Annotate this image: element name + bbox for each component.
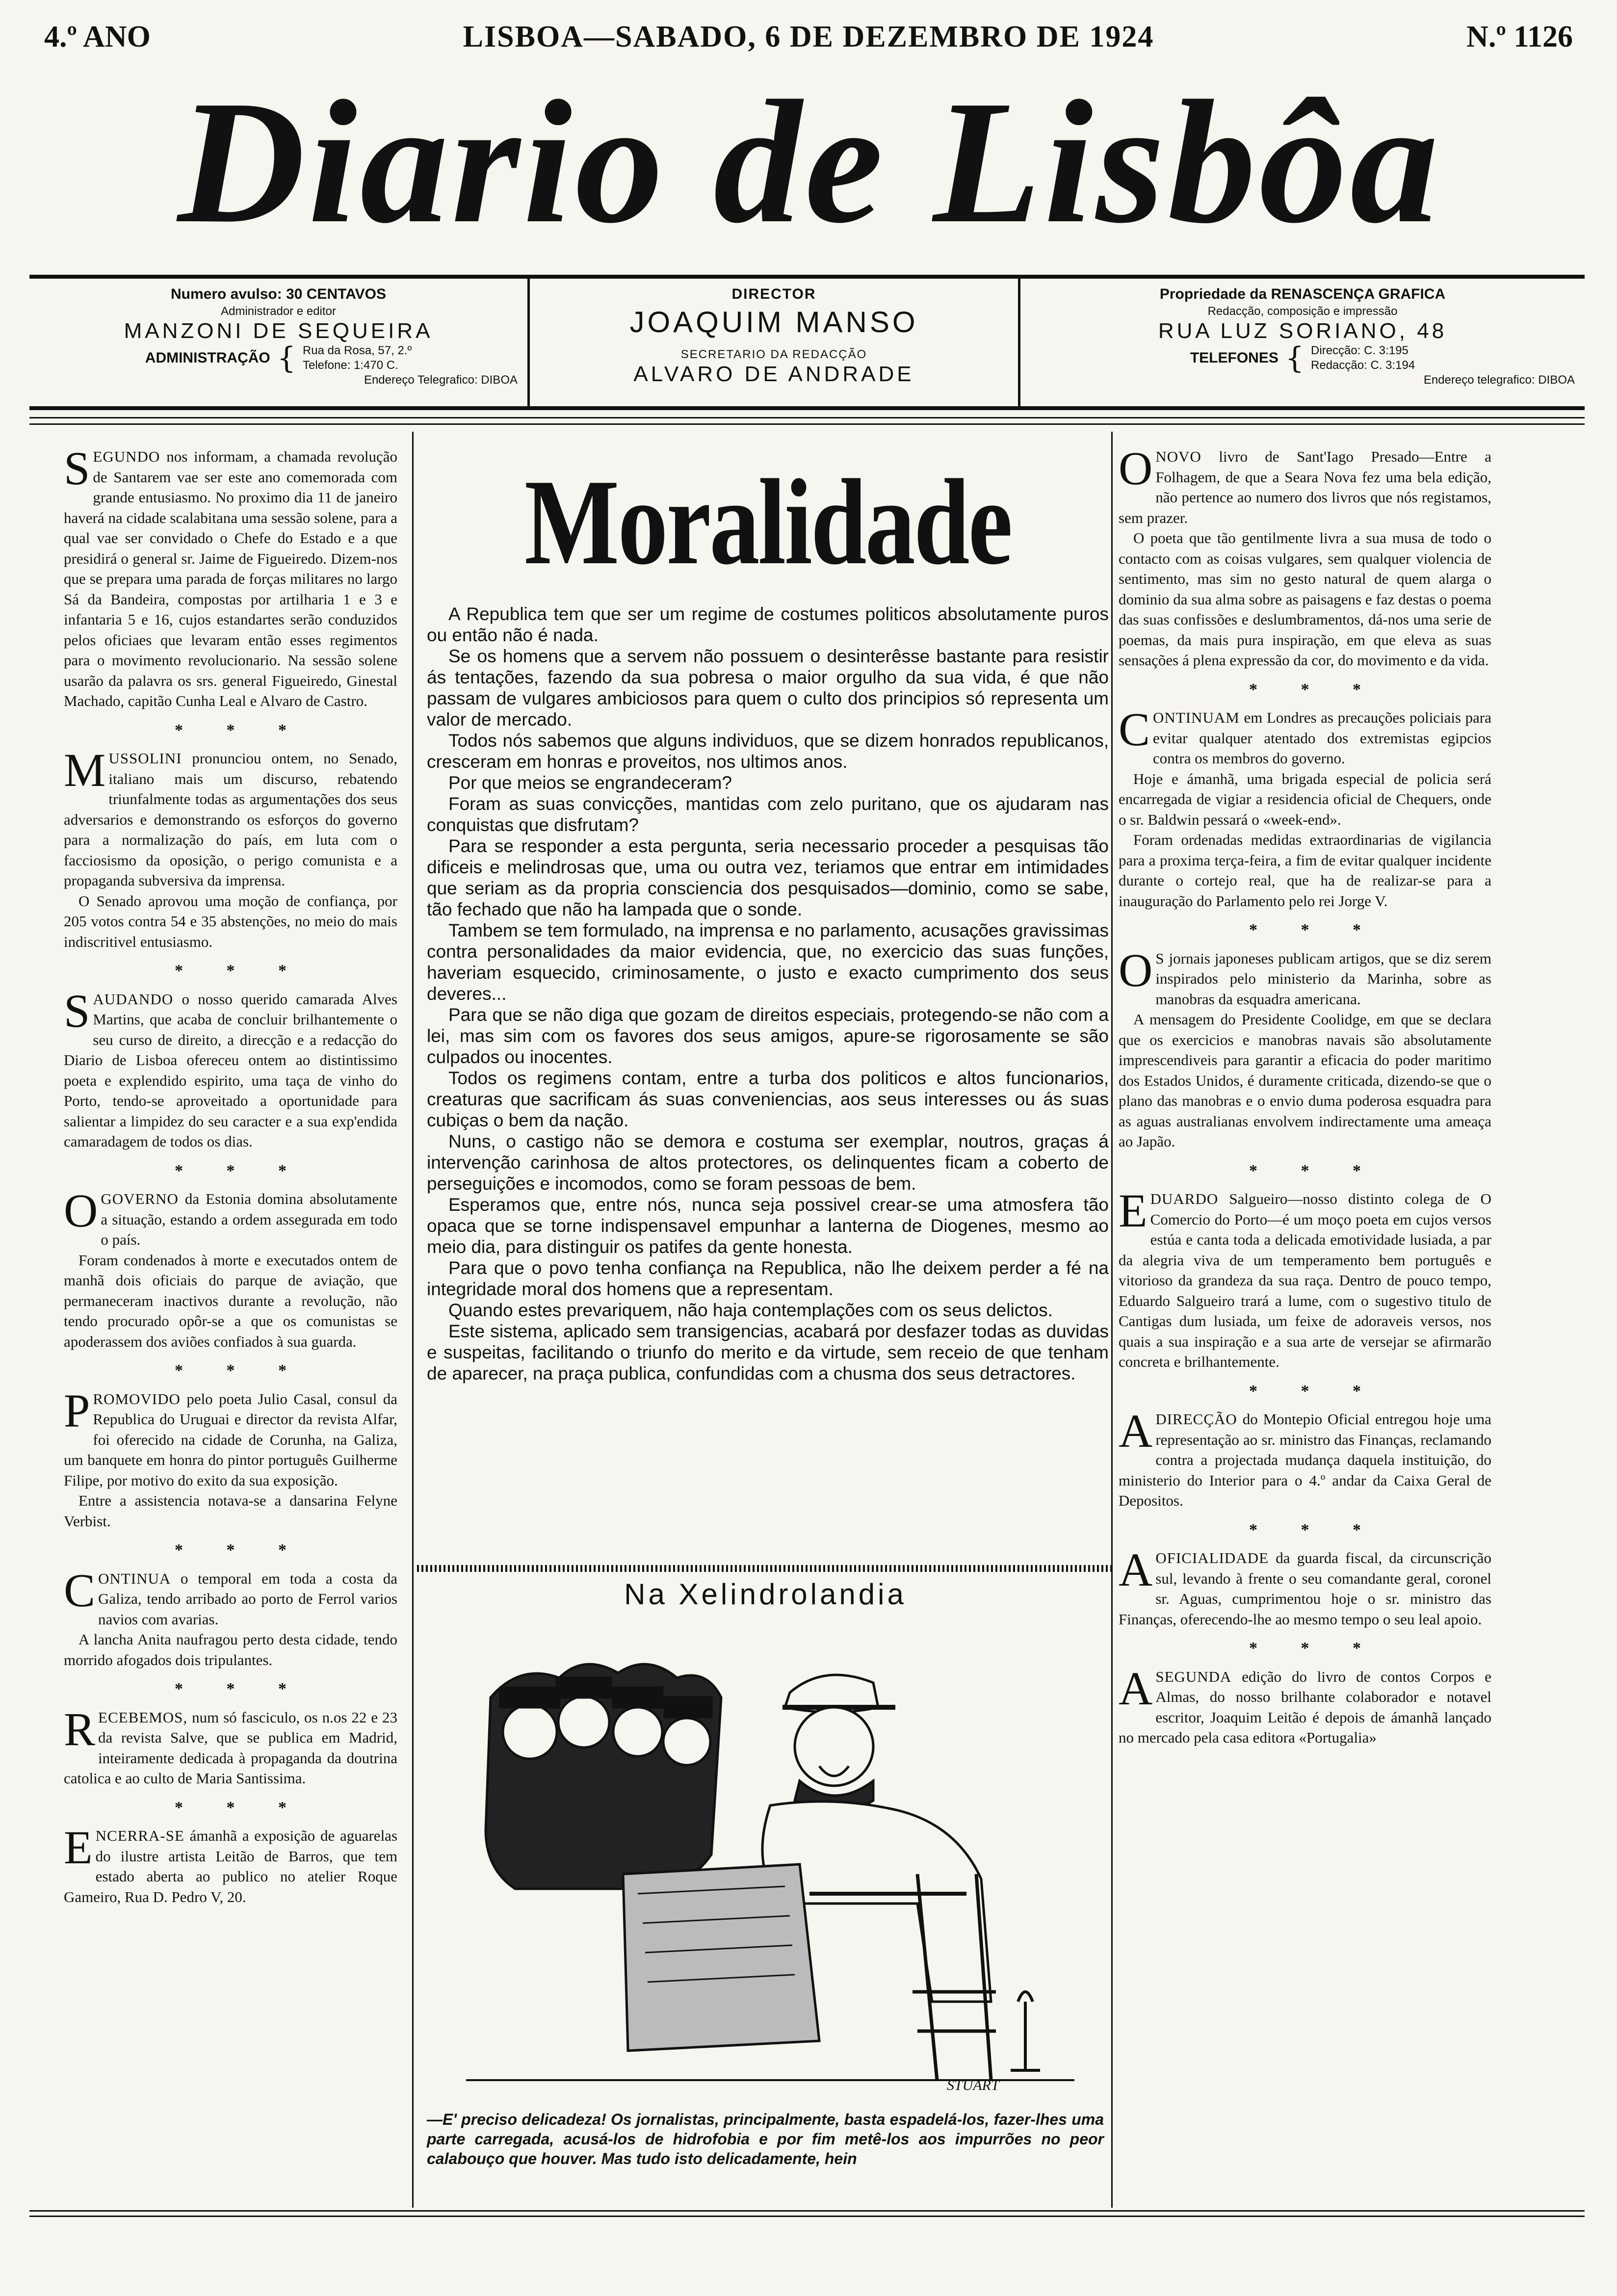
lead-word: NCERRA-SE <box>95 1827 184 1844</box>
news-brief <box>64 984 397 1152</box>
lead-word: GOVERNO <box>101 1190 179 1207</box>
separator-stars: * * * <box>1249 1520 1381 1539</box>
admin-address-row: ADMINISTRAÇÃO { Rua da Rosa, 57, 2.º Telefone: 1:470 C. <box>145 341 412 375</box>
bottom-rule <box>29 2210 1585 2217</box>
street-address: RUA LUZ SORIANO, 48 <box>1158 319 1447 343</box>
director-label: DIRECTOR <box>731 286 816 302</box>
separator-stars: * * * <box>1249 921 1381 939</box>
phones-row: TELEFONES { Direcção: C. 3:195 Redacção: C. 3:194 <box>1190 341 1415 375</box>
price-value: 30 CENTAVOS <box>286 286 386 302</box>
separator-stars: * * * <box>1249 680 1381 699</box>
brief-text: num só fasciculo, os n.os 22 e 23 da revista Salve, que se publica em Madrid, inteiramente dedicada à propaganda da doutrina catolica e ao culto de Maria Santissima. <box>64 1708 397 1787</box>
separator-stars: * * * <box>175 1680 306 1698</box>
news-brief <box>1119 1543 1491 1629</box>
column-rule-left <box>412 432 414 2208</box>
separator-stars: * * * <box>175 721 306 739</box>
article-paragraph: Tambem se tem formulado, na imprensa e no parlamento, acusações gravissimas contra personalidades da maior evidencia, que, no exercicio das suas funções, haveriam esquecido, criminosamente, o justo e exacto cumprimento dos seus deveres... <box>427 920 1109 1004</box>
secretary-name: ALVARO DE ANDRADE <box>633 362 914 386</box>
drop-cap: M <box>64 744 106 796</box>
drop-cap: A <box>1119 1662 1153 1715</box>
phone-direction: Direcção: C. 3:195 <box>1311 344 1408 357</box>
brief-text: Hoje e ámanhã, uma brigada especial de policia será encarregada de vigiar a residencia oficial de Chequers, onde o sr. Baldwin pessará o «week-end». <box>1119 770 1491 828</box>
article-paragraph: A Republica tem que ser um regime de costumes politicos absolutamente puros ou então não é nada. <box>427 604 1109 645</box>
admin-label: ADMINISTRAÇÃO <box>145 350 270 366</box>
issue-number: N.º 1126 <box>1466 20 1573 53</box>
article-paragraph: Nuns, o castigo não se demora e costuma ser exemplar, noutros, graças á intervenção carinhosa de altos protectores, os delinquentes ficam a coberto de perseguições e incomodos, como se foram pessoas de bem. <box>427 1131 1109 1194</box>
article-paragraph: Quando estes prevariquem, não haja contemplações com os seus delictos. <box>448 1300 1053 1320</box>
column-rule-right <box>1111 432 1113 2208</box>
news-brief <box>64 1384 397 1532</box>
lead-word: EGUNDO <box>93 448 160 465</box>
left-column <box>64 442 398 1911</box>
drop-cap: R <box>64 1702 96 1755</box>
right-column <box>1119 442 1492 1752</box>
separator-stars: * * * <box>175 1541 306 1559</box>
dateline: LISBOA—SABADO, 6 DE DEZEMBRO DE 1924 <box>463 20 1154 53</box>
brief-text: livro de Sant'Iago Presado—Entre a Folhagem, de que a Seara Nova fez uma bela edição, não pertence ao numero dos livros que nós registamos, sem prazer. <box>1119 448 1491 526</box>
separator-stars: * * * <box>175 1361 306 1380</box>
owner-sub: Redacção, composição e impressão <box>1207 305 1398 318</box>
info-right <box>1020 279 1585 406</box>
brief-text: O Senado aprovou uma moção de confiança, por 205 votos contra 54 e 35 abstenções, no meio do mais indiscritivel entusiasmo. <box>64 892 397 950</box>
owner-line: Propriedade da RENASCENÇA GRAFICA <box>1159 286 1446 302</box>
article-headline: Moralidade <box>524 454 1012 590</box>
admin-role: Administrador e editor <box>221 305 336 318</box>
price-label: Numero avulso: <box>171 286 282 302</box>
main-article <box>427 451 1109 1384</box>
brief-text: jornais japoneses publicam artigos, que se diz serem inspirados pelo ministerio da Marinha, sobre as manobras da esquadra americana. <box>1155 949 1492 1008</box>
drop-cap: A <box>1119 1543 1153 1596</box>
brief-text: da guarda fiscal, da circunscrição sul, levando à frente o seu comandante geral, coronel sr. Aguas, cumprimentou hoje o sr. ministro das Finanças, oferecendo-lhe ao mesmo tempo o seu leal apoio. <box>1119 1549 1491 1628</box>
drop-cap: O <box>1119 442 1153 495</box>
masthead-rule <box>29 417 1585 425</box>
info-center <box>530 279 1020 406</box>
lead-word: AUDANDO <box>93 990 174 1008</box>
article-paragraph: Para que se não diga que gozam de direitos especiais, protegendo-se não com a lei, mas sim com os favores dos seus amigos, apure-se rigorosamente se são culpados ou inocentes. <box>427 1005 1109 1067</box>
news-brief <box>1119 1184 1491 1372</box>
brief-text: ámanhã a exposição de aguarelas do ilustre artista Leitão de Barros, que tem estado aberta ao publico no atelier Roque Gameiro, Rua D. Pedro V, 20. <box>64 1827 398 1905</box>
phone-redaction: Redacção: C. 3:194 <box>1311 359 1415 372</box>
news-brief <box>64 1564 397 1670</box>
admin-telegraph: Endereço Telegrafico: DIBOA <box>364 373 518 387</box>
brief-text: da Estonia domina absolutamente a situação, estando a ordem assegurada em todo o país. <box>101 1190 398 1248</box>
drop-cap: S <box>64 984 90 1037</box>
price-line <box>39 285 518 304</box>
lead-word: OFICIALIDADE <box>1155 1549 1269 1566</box>
separator-stars: * * * <box>175 1798 306 1817</box>
news-brief <box>64 1821 398 1907</box>
admin-name: MANZONI DE SEQUEIRA <box>124 319 433 343</box>
news-brief <box>64 744 397 952</box>
cartoon-signature: STUART <box>947 2077 999 2093</box>
cartoon-rule <box>417 1565 1114 1572</box>
drop-cap: C <box>64 1564 96 1617</box>
drop-cap: A <box>1119 1405 1153 1457</box>
lead-word: NOVO <box>1155 448 1201 465</box>
article-paragraph: Este sistema, aplicado sem transigencias, acabará por desfazer todas as duvidas e suspeitas, facilitando o triunfo do merito e da virtude, sem receio de que tenham de aparecer, na praça publica, confundidas com a chusma dos seus detractores. <box>427 1321 1109 1383</box>
brief-text: o temporal em toda a costa da Galiza, tendo arribado ao porto de Ferrol varios navios com avarias. <box>98 1569 397 1628</box>
article-paragraph: Por que meios se engrandeceram? <box>448 773 732 793</box>
cartoon-title: Na Xelindrolandia <box>624 1578 907 1611</box>
phones-label: TELEFONES <box>1190 350 1278 366</box>
lead-word: ROMOVIDO <box>93 1390 181 1408</box>
separator-stars: * * * <box>1249 1382 1381 1400</box>
news-brief <box>64 1702 397 1789</box>
lead-word: ONTINUA <box>98 1569 171 1587</box>
brief-text: A lancha Anita naufragou perto desta cidade, tendo morrido afogados dois tripulantes. <box>64 1631 397 1669</box>
secretary-label: SECRETARIO DA REDACÇÃO <box>680 348 867 361</box>
brief-text: do Montepio Oficial entregou hoje uma representação ao sr. ministro das Finanças, reclamando contra a projectada mudança daquela instituição, do ministerio do Interior para o 4.º andar da Caixa Geral de Depositos. <box>1119 1410 1491 1509</box>
article-paragraph: Todos os regimens contam, entre a turba dos politicos e altos funcionarios, creaturas que sacrificam ás suas conveniencias, aos seus interesses ou ás suas cubiças o bem da nação. <box>427 1068 1109 1130</box>
brief-text: Salgueiro—nosso distinto colega de O Comercio do Porto—é um moço poeta em cujos versos estúa e canta toda a delicada emotividade lusiada, a par da alegria viva de um temperamento bem português e vitorioso da grandeza da sua raça. Dentro de pouco tempo, Eduardo Salgueiro trará a lume, com o sugestivo titulo de Cantigas dum lusiada, um feixe de adoraveis versos, nos quais a sua inspiração e a sua arte de versejar se afirmarão concreta e brilhantemente. <box>1119 1190 1491 1370</box>
news-brief <box>1119 1405 1491 1511</box>
brief-text: Foram ordenadas medidas extraordinarias de vigilancia para a proxima terça-feira, a fim de evitar qualquer incidente durante o cortejo real, que ha de realizar-se para a inauguração do Parlamento pelo rei Jorge V. <box>1119 831 1491 910</box>
brief-text: Entre a assistencia notava-se a dansarina Felyne Verbist. <box>64 1492 397 1530</box>
article-paragraph: Para se responder a esta pergunta, seria necessario proceder a pesquisas tão dificeis e melindrosas que, uma ou outra vez, teriamos que entrar em intimidades que seriam as da propria consciencia dos pesquisados—dominio, como se sabe, tão fechado que não ha lampada que o sonde. <box>427 836 1109 919</box>
lead-word: S <box>1155 949 1165 967</box>
drop-cap: E <box>64 1821 93 1874</box>
news-brief <box>64 1184 398 1352</box>
lead-word: SEGUNDA <box>1155 1668 1232 1685</box>
brief-text: o nosso querido camarada Alves Martins, que acaba de concluir brilhantemente o seu curso de direito, a direcção e a redacção do Diario de Lisboa ofereceu ontem ao distintissimo poeta e explendido espirito, uma taça de vinho do Porto, tendo-se aproveitado a oportunidade para salientar a limpidez do seu caracter e a sua exp'endida camaradagem de todos os dias. <box>64 990 397 1150</box>
drop-cap: O <box>64 1184 98 1237</box>
drop-cap: E <box>1119 1184 1148 1237</box>
cartoon-illustration <box>427 1619 1104 2100</box>
article-paragraph: Foram as suas convicções, mantidas com zelo puritano, que os ajudaram nas conquistas que disfrutam? <box>427 794 1109 835</box>
admin-address: Rua da Rosa, 57, 2.º <box>302 344 412 357</box>
lead-word: DUARDO <box>1150 1190 1219 1207</box>
brief-text: O poeta que tão gentilmente livra a sua musa de todo o contacto com as coisas vulgares, sem qualquer violencia de sentimento, mas sim no gesto natural de quem alarga o dominio da sua alma sobre as paisagens e faz destas o poema das suas confissões e deslumbramentos, dá-nos uma serie de poemas, da mais pura inspiração, em que eleva as suas sensações á plena expressão da cor, do movimento e da vida. <box>1119 529 1491 669</box>
brief-text: em Londres as precauções policiais para evitar qualquer atentado dos extremistas egipcios contra os membros do governo. <box>1153 709 1492 767</box>
article-paragraph: Se os homens que a servem não possuem o desinterêsse bastante para resistir ás tentações, fazendo da sua pobresa o maior orgulho da sua vida, é que não passam de vulgares ambiciosos para quem o culto dos principios só representa um valor de mercado. <box>427 646 1109 730</box>
separator-stars: * * * <box>175 962 306 980</box>
brief-text: A mensagem do Presidente Coolidge, em que se declara que os exercicios e manobras navais são absolutamente imprescendiveis para garantir a eficacia do poder maritimo dos Estados Unidos, é duramente criticada, dizendo-se que o plano das manobras e o envio duma poderosa esquadra para as aguas australianas envolvem indirectamente uma ameaça ao Japão. <box>1119 1011 1491 1150</box>
news-brief <box>1119 442 1491 671</box>
admin-phone: Telefone: 1:470 C. <box>302 359 398 372</box>
article-body <box>427 603 1109 1384</box>
separator-stars: * * * <box>175 1161 306 1180</box>
cartoon-caption: —E' preciso delicadeza! Os jornalistas, principalmente, basta espadelá-los, fazer-lhes uma parte carregada, acusá-los de hidrofobia e por fim metê-los aos impurrões no peor calabouço que houver. Mas tudo isto delicadamente, hein <box>427 2111 1104 2167</box>
drop-cap: S <box>64 442 90 495</box>
drop-cap: C <box>1119 703 1150 756</box>
brief-text: nos informam, a chamada revolução de Santarem vae ser este ano comemorada com grande entusiasmo. No proximo dia 11 de janeiro haverá na cidade scalabitana uma sessão solene, para a qual vae ser convidado o Chefe do Estado e a que presidirá o general sr. Jaime de Figueiredo. Dizem-nos que se prepara uma parada de forças militares no largo Sá da Bandeira, compostas por artilharia 1 e 3 e infantaria 5 e 16, cujos estandartes serão conduzidos pelos oficiaes que levaram então esses regimentos para o movimento revolucionario. Na sessão solene usarão da palavra os srs. general Figueiredo, Ginestal Machado, capitão Cunha Leal e Alvaro de Castro. <box>64 448 398 709</box>
news-brief <box>1119 703 1492 911</box>
news-brief <box>64 442 398 711</box>
info-band <box>29 275 1585 410</box>
article-paragraph: Esperamos que, entre nós, nunca seja possivel crear-se uma atmosfera tão opaca que se torne indispensavel empunhar a lanterna de Diogenes, mesmo ao meio dia, para distinguir os patifes da gente honesta. <box>427 1195 1109 1257</box>
news-brief <box>1119 1662 1491 1748</box>
right-telegraph: Endereço telegrafico: DIBOA <box>1423 373 1575 387</box>
brief-text: Foram condenados à morte e executados ontem de manhã dois oficiais do parque de aviação, que permaneceram inactivos durante a revolução, não tendo procurado opôr-se a que os comunistas se apoderassem dos aviões confiados à sua guarda. <box>64 1251 397 1350</box>
article-paragraph: Para que o povo tenha confiança na Republica, não lhe deixem perder a fé na integridade moral dos homens que a representam. <box>427 1258 1109 1299</box>
drop-cap: P <box>64 1384 90 1437</box>
brief-text: edição do livro de contos Corpos e Almas, do nosso brilhante colaborador e notavel escritor, Joaquim Leitão é depois de ámanhã lançado no mercado pela casa editora «Portugalia» <box>1119 1668 1491 1746</box>
masthead-title: Diario de Lisbôa <box>178 64 1441 260</box>
news-brief <box>1119 943 1492 1152</box>
director-name: JOAQUIM MANSO <box>629 306 918 339</box>
top-line <box>44 20 1573 64</box>
separator-stars: * * * <box>1249 1161 1381 1180</box>
drop-cap: O <box>1119 943 1153 996</box>
brief-text: pronunciou ontem, no Senado, italiano mais um discurso, rebatendo triunfalmente todas as argumentações dos seus adversarios e demonstrando os esforços do governo para a normalização do país, em luta com o facciosismo da oposição, o perigo comunista e a propaganda subversiva da imprensa. <box>64 750 397 889</box>
lead-word: ONTINUAM <box>1153 709 1240 726</box>
separator-stars: * * * <box>1249 1639 1381 1657</box>
lead-word: ECEBEMOS, <box>98 1708 188 1726</box>
article-paragraph: Todos nós sabemos que alguns individuos, que se dizem honrados republicanos, cresceram em honras e proveitos, nos ultimos anos. <box>427 731 1109 772</box>
brief-text: pelo poeta Julio Casal, consul da Republica do Uruguai e director da revista Alfar, foi oferecido na cidade de Corunha, na Galiza, um banquete em honra do pintor português Guilherme Filipe, por motivo do exito da sua exposição. <box>64 1390 397 1489</box>
lead-word: DIRECÇÃO <box>1155 1410 1237 1428</box>
info-left <box>29 279 530 406</box>
lead-word: USSOLINI <box>108 750 182 767</box>
year-label: 4.º ANO <box>44 20 151 53</box>
